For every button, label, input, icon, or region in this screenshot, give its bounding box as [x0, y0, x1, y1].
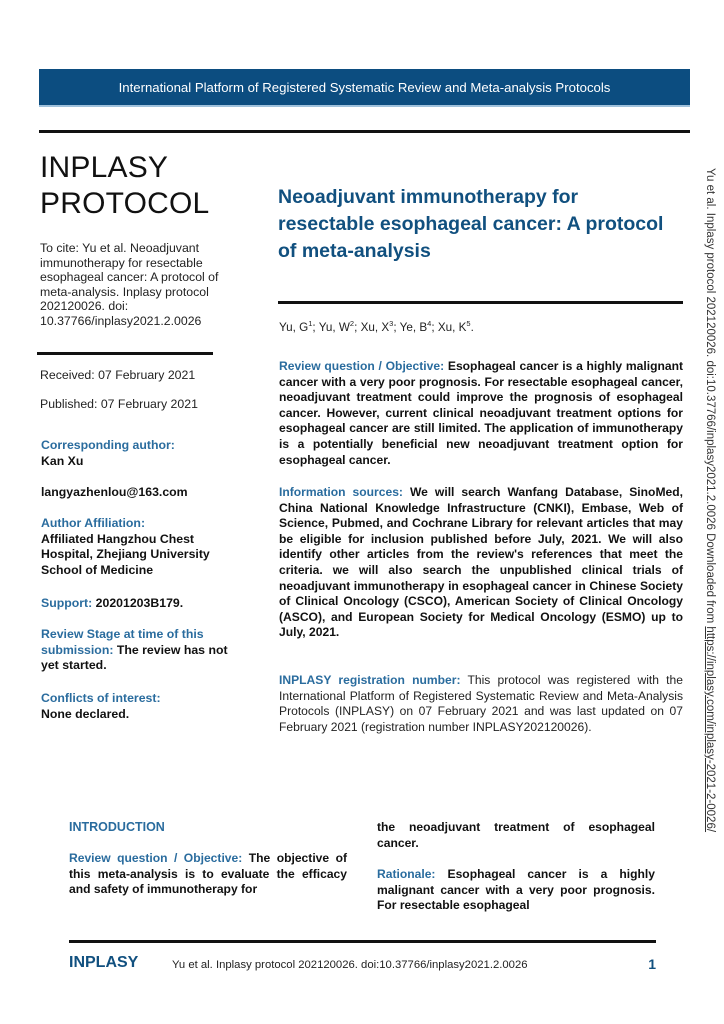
information-sources-text: We will search Wanfang Database, SinoMed, China National Knowledge Infrastructure (CNKI), Embase, Web of Science, Pubmed, and Cochrane Library for relevant articles that may be eligible for inclusion published before July, 2021. We will also identify other articles from the review's references that meet the criteria. we will also search the unpublished clinical trials of neoadjuvant immunotherapy in esophageal cancer in Chinese Society of Clinical Oncology (CSCO), American Society of Clinical Oncology (ASCO), and European Society for Medical Oncology (ESMO) up to July, 2021.	[279, 485, 683, 640]
affiliation-label: Author Affiliation:	[41, 516, 146, 530]
inplasy-protocol-brand	[40, 150, 209, 222]
support	[41, 596, 241, 612]
conflicts-of-interest	[41, 691, 241, 722]
author: Yu, $W^2$;	[318, 319, 361, 334]
corresponding-author-name: Kan Xu	[41, 453, 84, 468]
received-date: Received: 07 February 2021	[40, 368, 196, 382]
page-number: 1	[648, 956, 656, 972]
margin-note	[700, 168, 720, 898]
intro-objective-col2: the neoadjuvant treatment of esophageal cancer.	[377, 820, 655, 850]
banner-text: International Platform of Registered Systematic Review and Meta-analysis Protocols	[118, 79, 611, 95]
download-link[interactable]: https://inplasy.com/inplasy-2021-2-0026/	[704, 626, 716, 833]
brand-line-2: PROTOCOL	[40, 187, 210, 220]
registration-label: INPLASY registration number:	[279, 673, 461, 687]
conflicts-value: None declared.	[41, 706, 130, 721]
author: Xu, $K^5$.	[437, 319, 474, 334]
footer-citation: Yu et al. Inplasy protocol 202120026. doi:10.37766/inplasy2021.2.0026	[172, 959, 528, 971]
registration-paragraph	[279, 673, 683, 735]
divider	[278, 301, 683, 304]
article-title: Neoadjuvant immunotherapy for resectable esophageal cancer: A protocol of meta-analysis	[278, 186, 664, 262]
author: Xu, $X^3$;	[360, 319, 400, 334]
margin-note-text: Yu et al. Inplasy protocol 202120026. doi:10.37766/inplasy2021.2.0026 Downloaded from	[704, 168, 716, 627]
divider	[69, 940, 656, 943]
footer-brand: INPLASY	[69, 954, 139, 971]
registration-text: This protocol was registered with the International Platform of Registered Systematic Review and Meta-Analysis Protocols (INPLASY) on 07 February 2021 and was last updated on 07 February 2021 (registration number INPLASY202120026).	[279, 673, 683, 734]
information-sources-paragraph	[279, 485, 683, 641]
published-date: Published: 07 February 2021	[40, 397, 198, 411]
review-question-paragraph	[279, 359, 683, 468]
information-sources-label: Information sources:	[279, 485, 403, 499]
conflicts-label: Conflicts of interest:	[41, 691, 161, 705]
review-stage-label: Review Stage at time of this submission:	[41, 627, 204, 657]
affiliation-text: Affiliated Hangzhou Chest Hospital, Zhejiang University School of Medicine	[41, 531, 210, 577]
citation-text: To cite: Yu et al. Neoadjuvant immunotherapy for resectable esophageal cancer: A protocol of meta-analysis. Inplasy protocol 202120026. doi: 10.37766/inplasy2021.2.0026	[40, 241, 219, 328]
rationale-text: Esophageal cancer is a highly malignant cancer with a very poor prognosis. For resectable esophageal	[377, 867, 655, 913]
support-value: 20201203B179.	[92, 596, 184, 610]
introduction-heading: INTRODUCTION	[69, 820, 165, 834]
corresponding-author-label: Corresponding author:	[41, 438, 175, 452]
corresponding-author	[41, 438, 241, 469]
author-email[interactable]: langyazhenlou@163.com	[41, 485, 188, 499]
intro-objective-col1	[69, 851, 347, 898]
author: Ye, $B^4$;	[399, 319, 438, 334]
rationale-label: Rationale:	[377, 867, 436, 881]
header-banner	[39, 69, 690, 107]
intro-objective-label: Review question / Objective:	[69, 851, 243, 865]
review-question-label: Review question / Objective:	[279, 359, 445, 373]
support-label: Support:	[41, 596, 93, 610]
author-list	[279, 319, 474, 334]
review-stage	[41, 627, 241, 674]
author: Yu, $G^1$;	[279, 319, 319, 334]
divider	[39, 130, 690, 133]
author-affiliation	[41, 516, 241, 578]
brand-line-1: INPLASY	[40, 151, 169, 184]
review-stage-value: The review has not yet started.	[41, 642, 228, 672]
divider	[37, 352, 213, 355]
intro-objective-text: The objective of this meta-analysis is to evaluate the efficacy and safety of immunotherapy for	[69, 851, 347, 897]
rationale-paragraph	[377, 867, 655, 914]
review-question-text: Esophageal cancer is a highly malignant cancer with a very poor prognosis. For resectable esophageal cancer, neoadjuvant treatment could improve the prognosis of esophageal cancer. However, current clinical neoadjuvant treatment options for esophageal cancer are still limited. The application of immunotherapy is a potentially beneficial new neoadjuvant treatment option for esophageal cancer.	[279, 359, 684, 467]
